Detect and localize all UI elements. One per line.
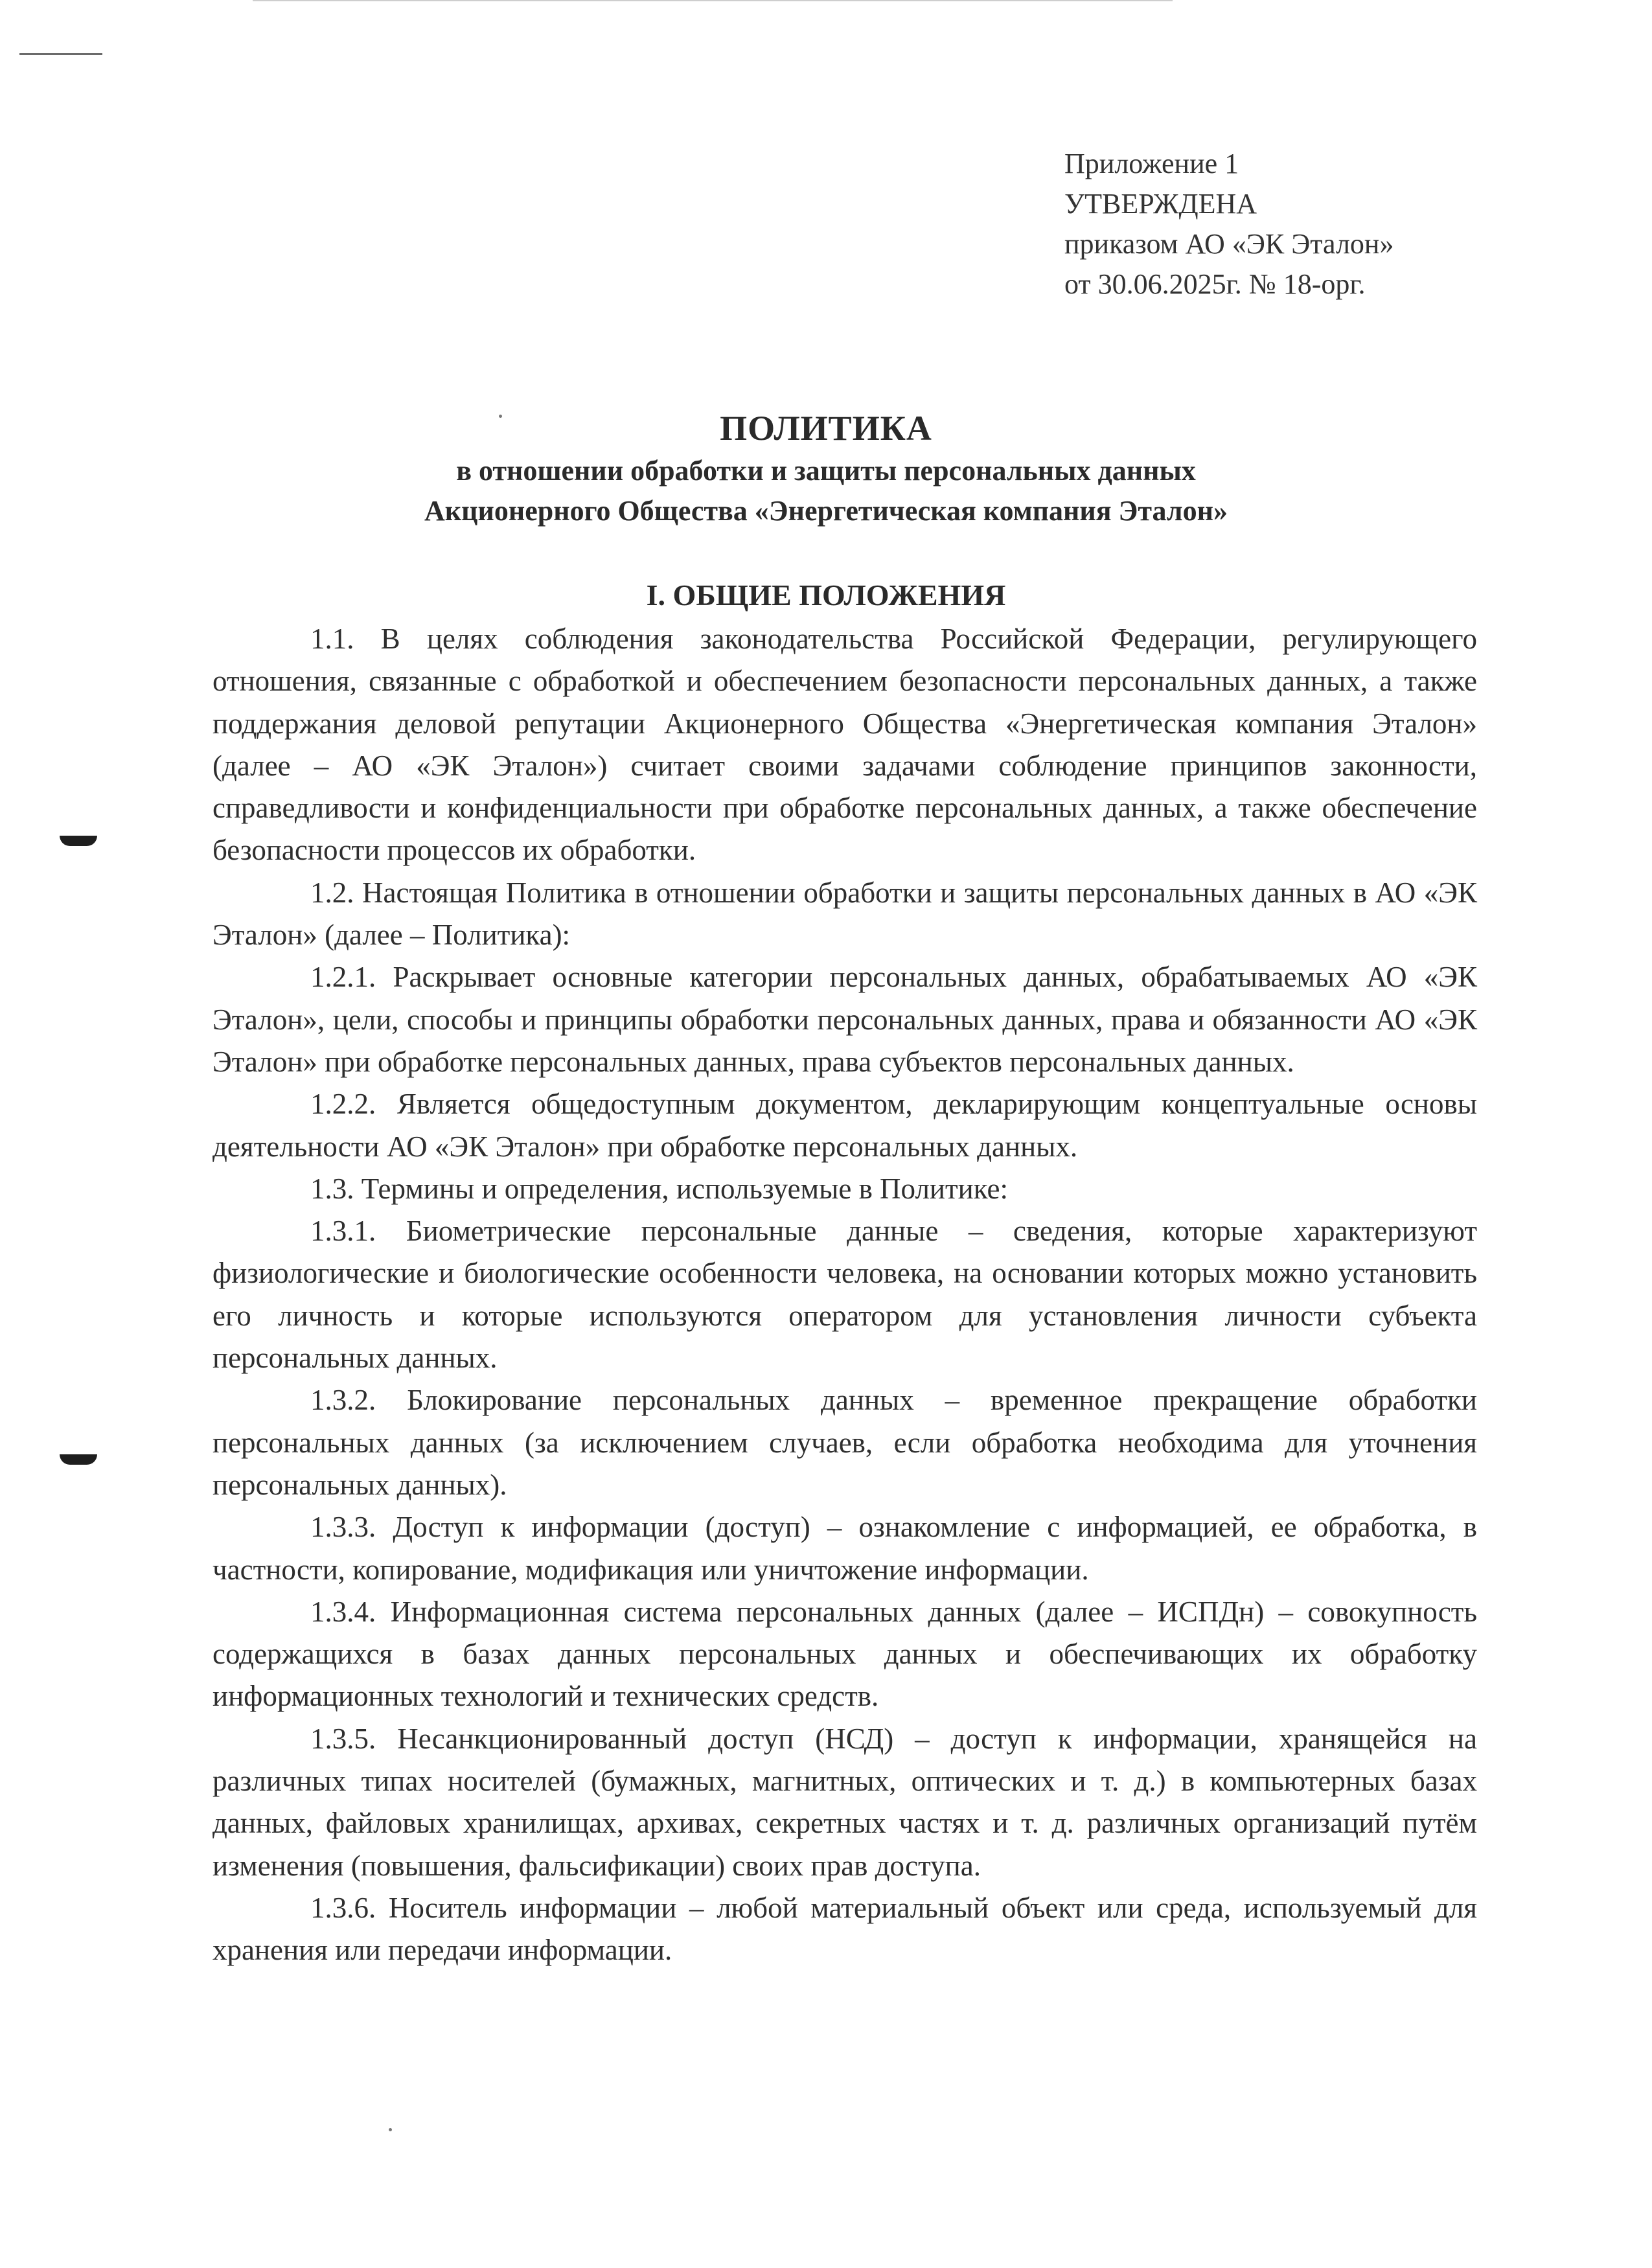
document-subtitle-line-2: Акционерного Общества «Энергетическая компания Эталон» bbox=[424, 495, 1228, 527]
scan-artifact-edge bbox=[253, 0, 1173, 1]
section-heading: I. ОБЩИЕ ПОЛОЖЕНИЯ bbox=[646, 578, 1006, 612]
order-reference: приказом АО «ЭК Эталон» bbox=[1064, 228, 1394, 260]
paragraph-1-3-1: 1.3.1. Биометрические персональные данные – сведения, которые характеризуют физиологические и биологические особенности человека, на основании которых можно установить его личность и которые используются оператором для установления личности субъекта персональных данных. bbox=[212, 1215, 1477, 1375]
approval-stamp-block bbox=[1064, 144, 1394, 304]
scan-speck bbox=[389, 2128, 392, 2131]
paragraph-1-1: 1.1. В целях соблюдения законодательства Российской Федерации, регулирующего отношения, связанные с обработкой и обеспечением безопасности персональных данных, а также поддержания деловой репутации Акционерного Общества «Энергетическая компания Эталон» (далее – АО «ЭК Эталон») считает своими задачами соблюдение принципов законности, справедливости и конфиденциальности при обработке персональных данных, а также обеспечение безопасности процессов их обработки. bbox=[212, 623, 1477, 867]
paragraph-1-3: 1.3. Термины и определения, используемые в Политике: bbox=[310, 1172, 1008, 1205]
paragraph-1-2: 1.2. Настоящая Политика в отношении обработки и защиты персональных данных в АО «ЭК Эталон» (далее – Политика): bbox=[212, 876, 1477, 952]
punch-hole bbox=[60, 1454, 97, 1465]
paragraph-1-2-2: 1.2.2. Является общедоступным документом, декларирующим концептуальные основы деятельности АО «ЭК Эталон» при обработке персональных данных. bbox=[212, 1088, 1477, 1163]
document-title: ПОЛИТИКА bbox=[720, 409, 932, 448]
appendix-label: Приложение 1 bbox=[1064, 148, 1239, 179]
punch-hole bbox=[60, 836, 97, 846]
paragraph-1-2-1: 1.2.1. Раскрывает основные категории персональных данных, обрабатываемых АО «ЭК Эталон», цели, способы и принципы обработки персональных данных, права и обязанности АО «ЭК Эталон» при обработке персональных данных, права субъектов персональных данных. bbox=[212, 961, 1477, 1078]
document-title-block bbox=[0, 406, 1652, 531]
document-subtitle-line-1: в отношении обработки и защиты персональных данных bbox=[456, 455, 1196, 487]
paragraph-1-3-2: 1.3.2. Блокирование персональных данных – временное прекращение обработки персональных данных (за исключением случаев, если обработка необходима для уточнения персональных данных). bbox=[212, 1384, 1477, 1501]
paragraph-1-3-3: 1.3.3. Доступ к информации (доступ) – ознакомление с информацией, ее обработка, в частности, копирование, модификация или уничтожение информации. bbox=[212, 1511, 1477, 1586]
paragraph-1-3-6: 1.3.6. Носитель информации – любой материальный объект или среда, используемый для хранения или передачи информации. bbox=[212, 1891, 1477, 1967]
paragraph-1-3-4: 1.3.4. Информационная система персональных данных (далее – ИСПДн) – совокупность содержащихся в базах данных персональных данных и обеспечивающих их обработку информационных технологий и технических средств. bbox=[212, 1595, 1477, 1713]
paragraph-1-3-5: 1.3.5. Несанкционированный доступ (НСД) – доступ к информации, хранящейся на различных типах носителей (бумажных, магнитных, оптических и т. д.) в компьютерных базах данных, файловых хранилищах, архивах, секретных частях и т. д. различных организаций путём изменения (повышения, фальсификации) своих прав доступа. bbox=[212, 1722, 1477, 1882]
scan-artifact-line bbox=[19, 53, 102, 55]
section-body bbox=[212, 618, 1477, 1972]
order-date-number: от 30.06.2025г. № 18-орг. bbox=[1064, 268, 1366, 300]
approved-label: УТВЕРЖДЕНА bbox=[1064, 188, 1257, 220]
